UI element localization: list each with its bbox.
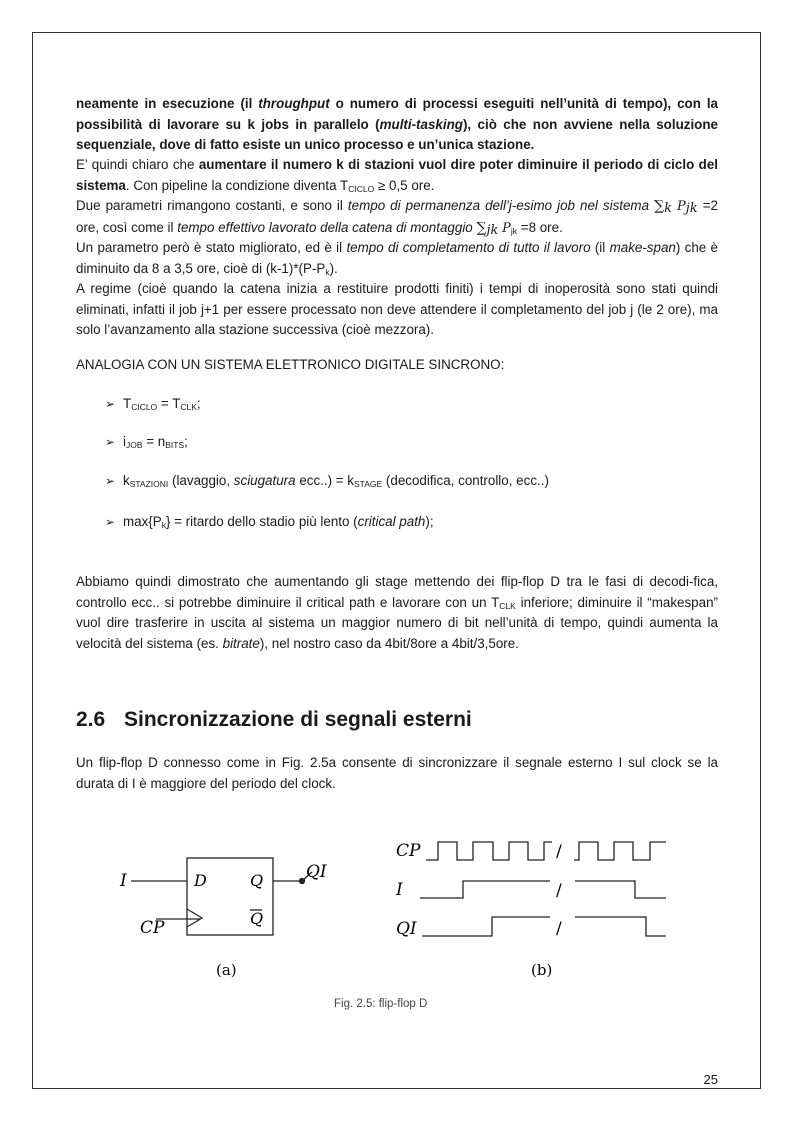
term-multitasking: multi-tasking: [379, 116, 463, 132]
subscript: jk: [685, 201, 698, 216]
text-run: );: [425, 514, 434, 529]
subscript: k: [161, 520, 166, 530]
break-mark-qi: /: [556, 919, 562, 939]
subscript: CICLO: [131, 402, 158, 412]
term-permanence-time: tempo di permanenza dell’j-esimo job nel sistema: [347, 198, 650, 213]
label-output-qi: QI: [306, 862, 327, 882]
section-heading: [76, 708, 472, 732]
list-item: [105, 473, 549, 488]
label-figure-b: (b): [531, 961, 553, 979]
text-run: o numero di processi eseguiti nell’unità di tempo), con la possibilità di lavorare su k jobs in parallelo (: [76, 96, 718, 132]
text-run: ;: [184, 434, 188, 449]
analogy-title: [76, 355, 718, 376]
page-number: 25: [703, 1072, 718, 1087]
text-run: sciugatura: [233, 473, 296, 488]
text-run: Abbiamo quindi dimostrato che aumentando gli stage mettendo dei flip-flop D tra le fasi di decodi-fica, controllo ecc.. si potrebbe diminuire il critical path e lavorare con un T: [76, 574, 718, 610]
text-run: i: [123, 434, 126, 449]
text-run: (il: [590, 240, 610, 255]
break-mark-cp: /: [556, 842, 562, 862]
figure-flipflop-d: [90, 800, 710, 1030]
text-run: = T: [157, 396, 181, 411]
arrow-bullet-icon: ➢: [105, 435, 116, 449]
subscript: CLK: [180, 402, 197, 412]
clock-triangle: [187, 909, 202, 927]
math-symbol: P: [677, 199, 686, 214]
subscript: STAGE: [354, 479, 383, 489]
term-bitrate: bitrate: [222, 635, 260, 651]
paragraph-regime: [76, 279, 718, 341]
text-run: ecc..) = k: [295, 473, 355, 488]
arrow-bullet-icon: ➢: [105, 474, 116, 488]
paragraph-constant-params: [76, 196, 718, 239]
text-run: Un parametro però è stato migliorato, ed è il: [76, 240, 347, 255]
subscript: jk: [510, 225, 518, 236]
waveform-i-2: [575, 881, 666, 898]
text-run: (decodifica, controllo, ecc..): [382, 473, 549, 488]
list-item: [105, 514, 434, 529]
text-run: ).: [329, 260, 338, 276]
label-signal-i: I: [396, 880, 403, 900]
subscript: CICLO: [348, 183, 375, 194]
text-run: =2 ore, così come il: [76, 198, 718, 235]
text-run: critical path: [357, 514, 426, 529]
text-run: . Con pipeline la condizione diventa T: [125, 177, 349, 193]
text-run: ANALOGIA CON UN SISTEMA ELETTRONICO DIGITALE SINCRONO:: [76, 357, 505, 372]
paragraph-conclusion: [76, 572, 718, 654]
paragraph-makespan: [76, 238, 718, 279]
arrow-bullet-icon: ➢: [105, 515, 116, 529]
text-run: ), ciò che non avviene nella soluzione sequenziale, dove di fatto esiste un unico processo e un’unica stazione.: [76, 116, 718, 152]
waveform-cp-1: [426, 842, 552, 860]
text-run: Un flip-flop D connesso come in Fig. 2.5a consente di sincronizzare il segnale esterno I sul clock se la durata di I è maggiore del periodo del clock.: [76, 755, 718, 791]
sum-symbol: ∑: [476, 219, 487, 236]
term-completion-time: tempo di completamento di tutto il lavoro: [346, 240, 591, 255]
text-run: } = ritardo dello stadio più lento (: [165, 514, 358, 529]
label-figure-a: (a): [216, 961, 237, 979]
text-run: (lavaggio,: [168, 473, 234, 488]
section-title: Sincronizzazione di segnali esterni: [124, 708, 472, 731]
waveform-cp-2: [574, 842, 666, 860]
text-run: A regime (cioè quando la catena inizia a restituire prodotti finiti) i tempi di inoperosità sono stati quindi eliminati, infatti il job j+1 per essere processato non deve attendere il completamento del job j (le 2 ore), ma solo l’avanzamento alla stazione successiva (cioè mezzora).: [76, 281, 718, 337]
arrow-bullet-icon: ➢: [105, 397, 116, 411]
term-effective-time: tempo effettivo lavorato della catena di montaggio: [177, 219, 473, 235]
waveform-qi-1: [422, 917, 550, 936]
text-run: ≥ 0,5 ore.: [374, 177, 435, 193]
subscript: k: [325, 266, 330, 277]
text-run: k: [123, 473, 130, 488]
text-run: neamente in esecuzione (il: [76, 96, 259, 111]
waveform-qi-2: [575, 917, 666, 936]
text-run: inferiore; diminuire il “makespan” vuol dire trasferire in uscita al sistema un maggior numero di bit nell’unità di tempo, quindi aumenta la velocità del sistema (es.: [76, 594, 718, 651]
break-mark-i: /: [556, 881, 562, 901]
figure-caption: Fig. 2.5: flip-flop D: [334, 998, 428, 1010]
list-item: [105, 396, 201, 411]
subscript: BITS: [165, 440, 185, 450]
label-signal-cp: CP: [396, 841, 421, 861]
subscript: k: [664, 201, 672, 216]
list-item: [105, 434, 188, 449]
subscript: STAZIONI: [129, 479, 169, 489]
text-run: Due parametri rimangono costanti, e sono il: [76, 198, 348, 213]
waveform-i-1: [420, 881, 550, 898]
subscript: CLK: [499, 600, 516, 611]
label-signal-qi: QI: [396, 919, 417, 939]
paragraph-throughput: [76, 94, 718, 156]
text-run: max{P: [123, 514, 162, 529]
paragraph-cycle-period: [76, 155, 718, 196]
section-number: 2.6: [76, 708, 106, 731]
bold-statement: aumentare il numero k di stazioni vuol dire poter diminuire il periodo di ciclo del sistema: [76, 157, 718, 193]
timing-diagram: [420, 842, 666, 936]
label-pin-d: D: [194, 871, 207, 890]
term-makespan: make-span: [609, 240, 676, 255]
label-pin-qbar: Q: [250, 909, 264, 928]
text-run: ;: [196, 396, 201, 411]
paragraph-sync: [76, 753, 718, 794]
text-run: E’ quindi chiaro che: [76, 157, 199, 172]
term-throughput: throughput: [258, 96, 330, 111]
text-run: ), nel nostro caso da 4bit/8ore a 4bit/3,5ore.: [259, 635, 519, 651]
label-input-i: I: [120, 871, 127, 891]
sum-symbol: ∑: [654, 198, 665, 214]
math-symbol: P: [502, 220, 511, 236]
subscript: jk: [486, 222, 499, 238]
text-run: =8 ore.: [517, 219, 563, 235]
label-input-cp: CP: [140, 918, 165, 938]
text-run: = n: [142, 434, 166, 449]
subscript: JOB: [125, 440, 143, 450]
text-run: T: [123, 396, 132, 411]
label-pin-q: Q: [250, 871, 264, 890]
text-run: ) che è diminuito da 8 a 3,5 ore, cioè di (k-1)*(P-P: [76, 240, 718, 276]
